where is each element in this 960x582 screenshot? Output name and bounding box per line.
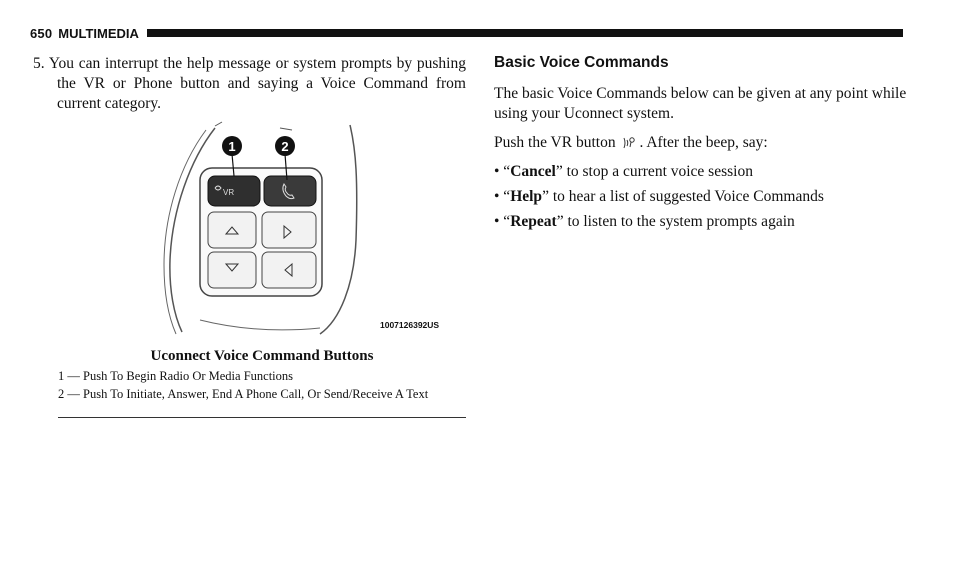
page-header <box>30 24 903 42</box>
figure-legend <box>58 368 466 404</box>
command-item-help <box>494 187 909 207</box>
bullet-prefix: • “ <box>494 188 511 205</box>
command-item-repeat <box>494 212 909 232</box>
command-description: ” to hear a list of suggested Voice Commands <box>542 188 824 205</box>
bullet-prefix: • “ <box>494 163 511 180</box>
callout-1-number: 1 <box>228 139 236 154</box>
push-vr-instruction <box>494 133 909 153</box>
steering-wheel-illustration <box>160 120 450 340</box>
figure-code: 1007126392US <box>380 320 440 330</box>
intro-paragraph: The basic Voice Commands below can be given at any point while using your Uconnect system. <box>494 85 907 122</box>
command-item-cancel <box>494 162 909 182</box>
legend-item-1: 1 — Push To Begin Radio Or Media Functions <box>58 369 294 383</box>
right-column <box>494 54 909 237</box>
vr-button-label: VR <box>223 188 235 197</box>
legend-rule <box>58 417 466 418</box>
steering-wheel-svg <box>160 120 450 340</box>
section-heading: Basic Voice Commands <box>494 54 669 71</box>
section-title: MULTIMEDIA <box>58 25 139 41</box>
command-description: ” to stop a current voice session <box>555 163 753 180</box>
bullet-prefix: • “ <box>494 213 511 230</box>
page-number: 650 <box>30 25 53 41</box>
step-5-text: 5. You can interrupt the help message or system prompts by pushing the VR or Phone button and saying a Voice Command from current category. <box>33 55 466 112</box>
figure-caption: Uconnect Voice Command Buttons <box>150 348 374 364</box>
command-keyword: Help <box>510 188 543 205</box>
header-rule <box>147 29 903 37</box>
push-text-after: . After the beep, say: <box>639 134 768 151</box>
command-keyword: Cancel <box>510 163 556 180</box>
vr-voice-icon <box>621 135 637 149</box>
left-column <box>33 54 466 114</box>
callout-2-number: 2 <box>281 139 289 154</box>
command-description: ” to listen to the system prompts again <box>556 213 795 230</box>
push-text-before: Push the VR button <box>494 134 616 151</box>
command-list <box>494 162 909 232</box>
legend-item-2: 2 — Push To Initiate, Answer, End A Phone Call, Or Send/Receive A Text <box>58 387 429 401</box>
command-keyword: Repeat <box>510 213 557 230</box>
